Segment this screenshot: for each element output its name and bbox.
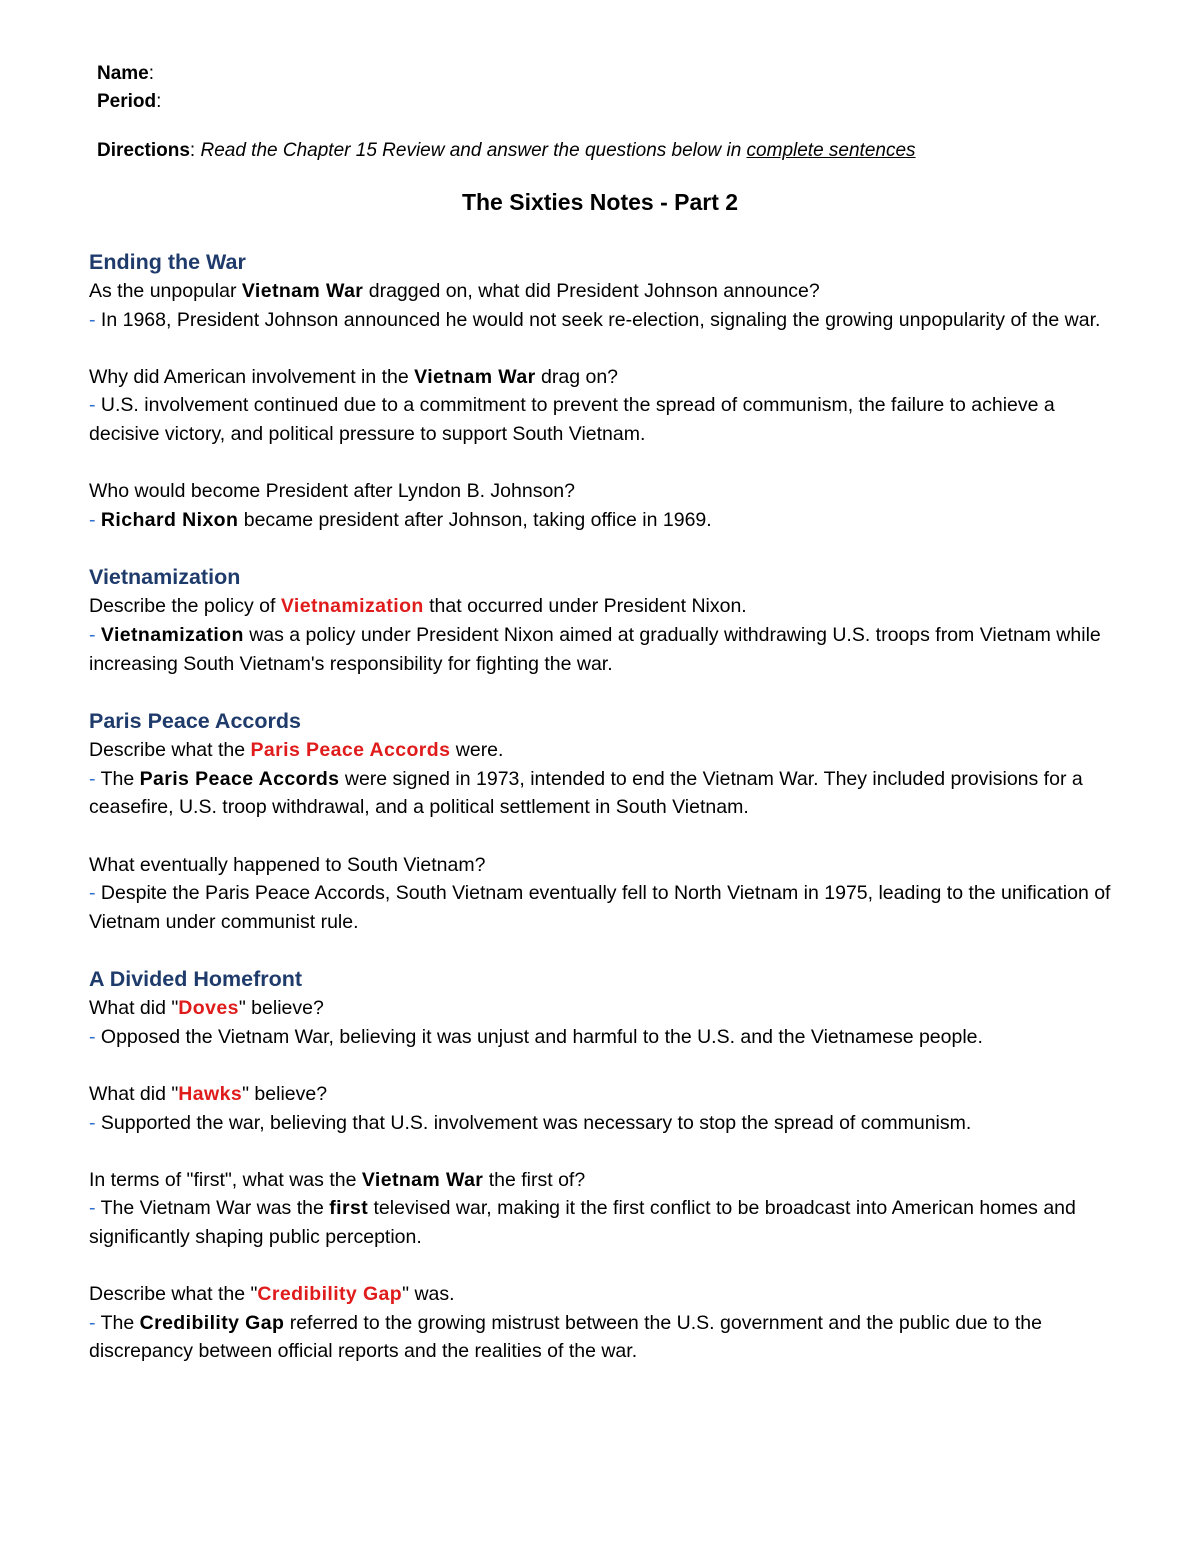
answer: - Despite the Paris Peace Accords, South Vietnam eventually fell to North Vietnam in 1975, leading to the unification of Vietnam under communist rule.	[89, 882, 1111, 933]
answer: - Supported the war, believing that U.S. involvement was necessary to stop the spread of communism.	[89, 1111, 972, 1134]
answer: - Opposed the Vietnam War, believing it was unjust and harmful to the U.S. and the Vietnamese people.	[89, 1025, 983, 1048]
period-field-label	[97, 89, 161, 115]
page-title: The Sixties Notes - Part 2	[461, 189, 739, 215]
name-label: Name	[97, 63, 149, 84]
section-heading-paris-peace-accords: Paris Peace Accords	[89, 709, 301, 734]
question: What eventually happened to South Vietnam?	[89, 853, 486, 876]
question: Why did American involvement in the Vietnam War drag on?	[89, 365, 619, 388]
directions-underlined: complete sentences	[746, 140, 916, 161]
question: Describe what the Paris Peace Accords were.	[89, 739, 504, 762]
answer: - In 1968, President Johnson announced he would not seek re-election, signaling the growing unpopularity of the war.	[89, 308, 1101, 331]
directions: Directions: Read the Chapter 15 Review and answer the questions below in complete sentences	[97, 140, 916, 161]
directions-label: Directions	[97, 140, 190, 161]
notes-content	[89, 247, 1119, 1366]
name-field-label	[97, 61, 154, 87]
answer: - Vietnamization was a policy under President Nixon aimed at gradually withdrawing U.S. troops from Vietnam while increasing South Vietnam's responsibility for fighting the war.	[89, 623, 1101, 675]
section-heading-divided-homefront: A Divided Homefront	[89, 967, 303, 992]
answer: - The Vietnam War was the first televised war, making it the first conflict to be broadcast into American homes and significantly shaping public perception.	[89, 1197, 1076, 1249]
answer: - The Credibility Gap referred to the growing mistrust between the U.S. government and the public due to the discrepancy between official reports and the realities of the war.	[89, 1311, 1042, 1363]
question: As the unpopular Vietnam War dragged on, what did President Johnson announce?	[89, 280, 820, 302]
answer: - U.S. involvement continued due to a commitment to prevent the spread of communism, the failure to achieve a decisive victory, and political pressure to support South Vietnam.	[89, 394, 1055, 445]
name-colon: :	[148, 63, 155, 84]
question: In terms of "first", what was the Vietnam War the first of?	[89, 1168, 586, 1191]
answer: - The Paris Peace Accords were signed in 1973, intended to end the Vietnam War. They included provisions for a ceasefire, U.S. troop withdrawal, and a political settlement in South Vietnam.	[89, 767, 1083, 819]
answer: - Richard Nixon became president after Johnson, taking office in 1969.	[89, 508, 712, 531]
question: Who would become President after Lyndon B. Johnson?	[89, 480, 575, 503]
question: Describe the policy of Vietnamization that occurred under President Nixon.	[89, 595, 747, 618]
question: What did "Hawks" believe?	[89, 1083, 328, 1106]
period-colon: :	[156, 91, 162, 112]
question: What did "Doves" believe?	[89, 997, 324, 1020]
section-heading-ending-the-war: Ending the War	[89, 250, 246, 274]
period-label: Period	[97, 91, 157, 112]
section-heading-vietnamization: Vietnamization	[89, 565, 241, 590]
directions-text: Read the Chapter 15 Review and answer the questions below in complete sentences	[200, 140, 916, 161]
question: Describe what the "Credibility Gap" was.	[89, 1283, 455, 1306]
